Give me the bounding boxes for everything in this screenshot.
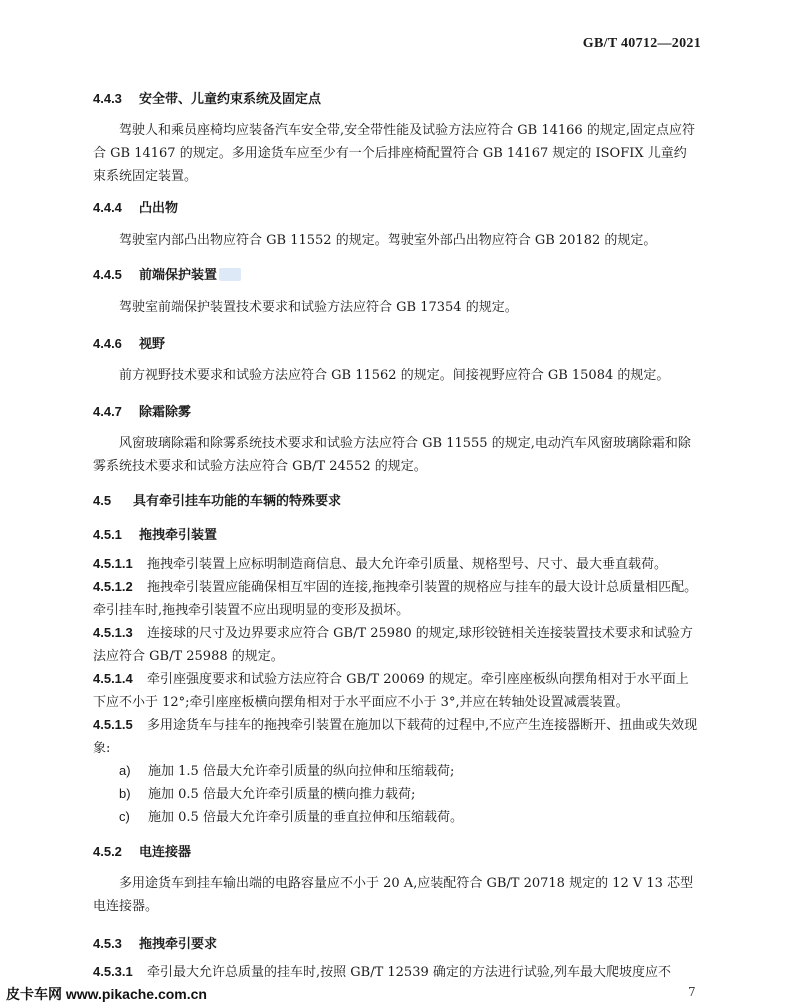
- clause-text: 拖拽牵引装置应能确保相互牢固的连接,拖拽牵引装置的规格应与挂车的最大设计总质量相匹配。牵引挂车时,拖拽牵引装置不应出现明显的变形及损坏。: [93, 580, 698, 618]
- clause: [93, 667, 699, 714]
- list-item: [119, 805, 463, 829]
- list-item: [119, 759, 454, 783]
- clause-text: 牵引座强度要求和试验方法应符合 GB/T 20069 的规定。牵引座座板纵向摆角相对于水平面上下应不小于 12°;牵引座座板横向摆角相对于水平面应不小于 3°,并应在转轴处设置减震装置。: [93, 672, 689, 710]
- clause: [93, 960, 699, 984]
- clause-text: 牵引最大允许总质量的挂车时,按照 GB/T 12539 确定的方法进行试验,列车最大爬坡度应不: [147, 965, 672, 980]
- list-item-label: a): [119, 763, 131, 778]
- paragraph: 前方视野技术要求和试验方法应符合 GB 11562 的规定。间接视野应符合 GB 15084 的规定。: [119, 368, 670, 383]
- clause: [93, 552, 699, 576]
- watermark-logo-icon: [219, 268, 241, 281]
- list-item-label: c): [119, 809, 130, 824]
- section-number: 4.5.2: [93, 844, 122, 859]
- section-heading: [93, 401, 191, 420]
- section-heading: [93, 490, 341, 509]
- clause-number: 4.5.1.2: [93, 579, 133, 594]
- clause: [93, 621, 699, 668]
- clause-number: 4.5.1.5: [93, 717, 133, 732]
- paragraph: 驾驶人和乘员座椅均应装备汽车安全带,安全带性能及试验方法应符合 GB 14166 的规定,固定点应符合 GB 14167 的规定。多用途货车应至少有一个后排座椅配置符合 GB 14167 规定的 ISOFIX 儿童约束系统固定装置。: [93, 123, 695, 184]
- list-item: [119, 782, 415, 806]
- paragraph: 多用途货车到挂车输出端的电路容量应不小于 20 A,应装配符合 GB/T 20718 规定的 12 V 13 芯型电连接器。: [93, 876, 694, 914]
- list-item-text: 施加 1.5 倍最大允许牵引质量的纵向拉伸和压缩载荷;: [148, 764, 455, 779]
- clause-number: 4.5.1.3: [93, 625, 133, 640]
- section-title: 拖拽牵引要求: [139, 937, 218, 952]
- paragraph: 风窗玻璃除霜和除雾系统技术要求和试验方法应符合 GB 11555 的规定,电动汽车风窗玻璃除霜和除雾系统技术要求和试验方法应符合 GB/T 24552 的规定。: [93, 436, 691, 474]
- page-number: 7: [688, 985, 696, 999]
- clause: [93, 575, 699, 622]
- section-number: 4.4.3: [93, 91, 122, 106]
- clause-text: 连接球的尺寸及边界要求应符合 GB/T 25980 的规定,球形铰链相关连接装置技术要求和试验方法应符合 GB/T 25988 的规定。: [93, 626, 693, 664]
- section-number: 4.4.7: [93, 404, 122, 419]
- section-title: 具有牵引挂车功能的车辆的特殊要求: [133, 494, 342, 509]
- section-heading: [93, 933, 217, 952]
- paragraph: 驾驶室前端保护装置技术要求和试验方法应符合 GB 17354 的规定。: [119, 300, 518, 315]
- site-watermark: 皮卡车网 www.pikache.com.cn: [6, 986, 207, 1002]
- list-item-text: 施加 0.5 倍最大允许牵引质量的横向推力载荷;: [148, 787, 416, 802]
- section-number: 4.5: [93, 493, 112, 508]
- section-heading: [93, 524, 217, 543]
- clause: [93, 713, 699, 760]
- list-item-text: 施加 0.5 倍最大允许牵引质量的垂直拉伸和压缩载荷。: [148, 810, 463, 825]
- section-number: 4.5.1: [93, 527, 122, 542]
- section-number: 4.4.4: [93, 200, 122, 215]
- section-number: 4.4.5: [93, 267, 122, 282]
- clause-text: 多用途货车与挂车的拖拽牵引装置在施加以下载荷的过程中,不应产生连接器断开、扭曲或失效现象:: [93, 718, 698, 756]
- paragraph: 驾驶室内部凸出物应符合 GB 11552 的规定。驾驶室外部凸出物应符合 GB 20182 的规定。: [119, 233, 657, 248]
- section-heading: [93, 264, 241, 283]
- standard-number: GB/T 40712—2021: [582, 36, 701, 51]
- section-heading: [93, 841, 191, 860]
- section-heading: [93, 88, 321, 107]
- list-item-label: b): [119, 786, 131, 801]
- clause-text: 拖拽牵引装置上应标明制造商信息、最大允许牵引质量、规格型号、尺寸、最大垂直载荷。: [147, 557, 668, 572]
- section-title: 除霜除雾: [139, 405, 192, 420]
- section-heading: [93, 333, 165, 352]
- section-title: 视野: [139, 337, 166, 352]
- section-title: 拖拽牵引装置: [139, 528, 218, 543]
- section-number: 4.5.3: [93, 936, 122, 951]
- section-number: 4.4.6: [93, 336, 122, 351]
- clause-number: 4.5.3.1: [93, 964, 133, 979]
- section-heading: [93, 197, 178, 216]
- clause-number: 4.5.1.4: [93, 671, 133, 686]
- clause-number: 4.5.1.1: [93, 556, 133, 571]
- section-title: 电连接器: [139, 845, 192, 860]
- section-title: 前端保护装置: [139, 268, 218, 283]
- section-title: 安全带、儿童约束系统及固定点: [139, 92, 322, 107]
- section-title: 凸出物: [139, 201, 179, 216]
